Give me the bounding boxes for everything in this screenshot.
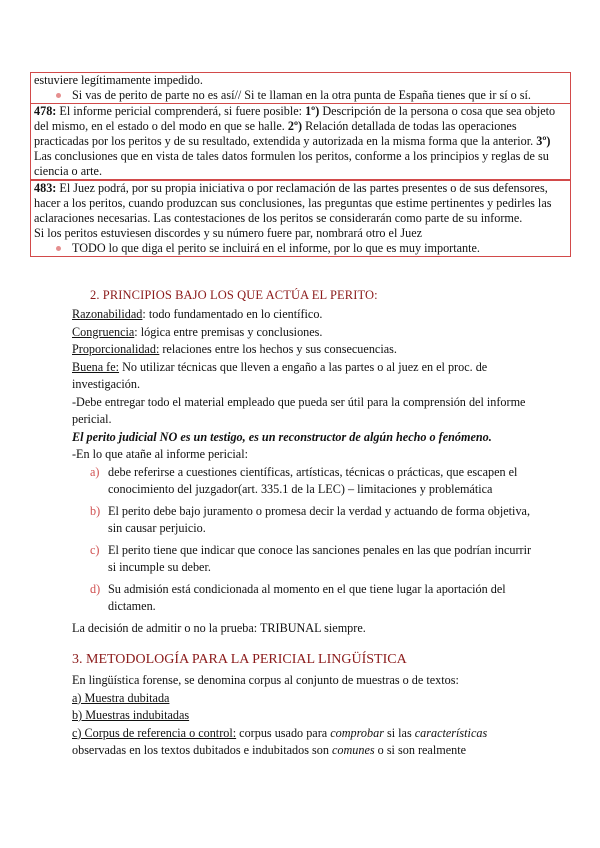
section-3-heading: 3. METODOLOGÍA PARA LA PERICIAL LINGÜÍSTICA <box>72 652 407 667</box>
tribunal-note: La decisión de admitir o no la prueba: TRIBUNAL siempre. <box>72 620 366 635</box>
corpus-c <box>72 725 532 760</box>
principle-label: Proporcionalidad: <box>72 342 160 356</box>
section-3-body <box>72 672 532 760</box>
list-letter: b) <box>90 503 101 518</box>
principle-congruencia <box>72 324 532 342</box>
art-478-n3: 3º) <box>536 134 551 148</box>
bullet-note-2 <box>34 241 567 256</box>
informe-list <box>72 464 532 616</box>
bullet-note-text: Si vas de perito de parte no es así// Si te llaman en la otra punta de España tienes que ir sí o sí. <box>72 88 531 102</box>
art-478-t4: Las conclusiones que en vista de tales datos formulen los peritos, conforme a los principios y reglas de su ciencia o arte. <box>34 149 549 178</box>
principle-text: : lógica entre premisas y conclusiones. <box>134 324 323 339</box>
corpus-c-i1: comprobar <box>330 725 384 740</box>
bullet-note <box>34 88 567 103</box>
art-478-n2: 2º) <box>287 119 303 133</box>
continuation-text: estuviere legítimamente impedido. <box>34 73 203 87</box>
bullet-dot-icon <box>56 246 61 251</box>
principle-buena-fe <box>72 359 532 394</box>
quote-box-continuation <box>30 72 571 104</box>
list-item <box>72 581 532 616</box>
list-text: El perito debe bajo juramento o promesa decir la verdad y actuando de forma objetiva, sin causar perjuicio. <box>108 503 530 535</box>
corpus-intro: En lingüística forense, se denomina corpus al conjunto de muestras o de textos: <box>72 673 459 687</box>
corpus-a: a) Muestra dubitada <box>72 690 170 705</box>
corpus-b: b) Muestras indubitadas <box>72 708 190 722</box>
corpus-c-label: c) Corpus de referencia o control: <box>72 725 237 740</box>
list-letter: a) <box>90 464 100 479</box>
art-478-t3: Relación detallada de todas las operaciones practicadas por los peritos y de su resultado, extendida y autorizada en la misma forma que la anterior. <box>34 119 537 148</box>
art-478-t2: Descripción de la persona o cosa que sea objeto del mismo, en el estado o del modo en que se halle. <box>34 104 556 133</box>
section-2-heading: 2. PRINCIPIOS BAJO LOS QUE ACTÚA EL PERITO: <box>90 288 378 302</box>
list-letter: c) <box>90 542 100 557</box>
art-483-line2: Si los peritos estuviesen discordes y su número fuere par, nombrará otro el Juez <box>34 226 423 240</box>
list-item <box>72 464 532 499</box>
principle-label: Buena fe: <box>72 359 120 374</box>
art-478-n1: 1º) <box>305 104 320 118</box>
corpus-c-t1: corpus usado para <box>236 725 331 740</box>
corpus-c-i3: comunes <box>331 743 375 757</box>
perito-statement: El perito judicial NO es un testigo, es un reconstructor de algún hecho o fenómeno. <box>72 429 492 444</box>
art-483-text <box>34 181 567 226</box>
art-483-number: 483: <box>34 181 57 195</box>
principle-label: Razonabilidad <box>72 307 143 321</box>
principle-text: relaciones entre los hechos y sus consecuencias. <box>159 342 397 356</box>
art-483-body: El Juez podrá, por su propia iniciativa o por reclamación de las partes presentes o de sus defensores, hacer a los peritos, cuando produzcan sus conclusiones, las preguntas que estime pertinentes y pedirles las aclaraciones necesarias. Las contestaciones de los peritos se considerarán como parte de su informe. <box>34 181 552 225</box>
material-note: -Debe entregar todo el material empleado que pueda ser útil para la comprensión del informe pericial. <box>72 394 526 426</box>
art-478-text <box>34 104 567 179</box>
principle-proporcionalidad <box>72 341 532 359</box>
section-2-body <box>72 306 532 637</box>
corpus-c-t3: observadas en los textos dubitados e indubitados son <box>72 743 332 757</box>
informe-intro: -En lo que atañe al informe pericial: <box>72 447 248 461</box>
list-item <box>72 542 532 577</box>
principle-razonabilidad <box>72 306 532 324</box>
principle-text: No utilizar técnicas que lleven a engaño a las partes o al juez en el proc. de investigación. <box>72 359 488 391</box>
list-text: El perito tiene que indicar que conoce las sanciones penales en las que podrían incurrir si incumple su deber. <box>108 542 532 574</box>
list-text: Su admisión está condicionada al momento en el que tiene lugar la aportación del dictamen. <box>108 581 506 613</box>
list-letter: d) <box>90 581 101 596</box>
art-478-t1: El informe pericial comprenderá, si fuere posible: <box>56 104 306 118</box>
bullet-dot-icon <box>56 93 61 98</box>
principle-label: Congruencia <box>72 324 135 339</box>
quote-box-art-483 <box>30 180 571 257</box>
principle-text: : todo fundamentado en lo científico. <box>142 307 323 321</box>
corpus-c-t4: o si son realmente <box>374 743 467 757</box>
corpus-c-i2: características <box>414 725 488 740</box>
bullet-note-2-text: TODO lo que diga el perito se incluirá en el informe, por lo que es muy importante. <box>72 241 480 255</box>
corpus-c-t2: si las <box>383 725 415 740</box>
list-item <box>72 503 532 538</box>
quote-box-art-478 <box>30 103 571 180</box>
list-text: debe referirse a cuestiones científicas, artísticas, técnicas o prácticas, que escapen el conocimiento del juzgador(art. 335.1 de la LEC) – limitaciones y problemática <box>108 464 518 496</box>
art-478-number: 478: <box>34 104 57 118</box>
